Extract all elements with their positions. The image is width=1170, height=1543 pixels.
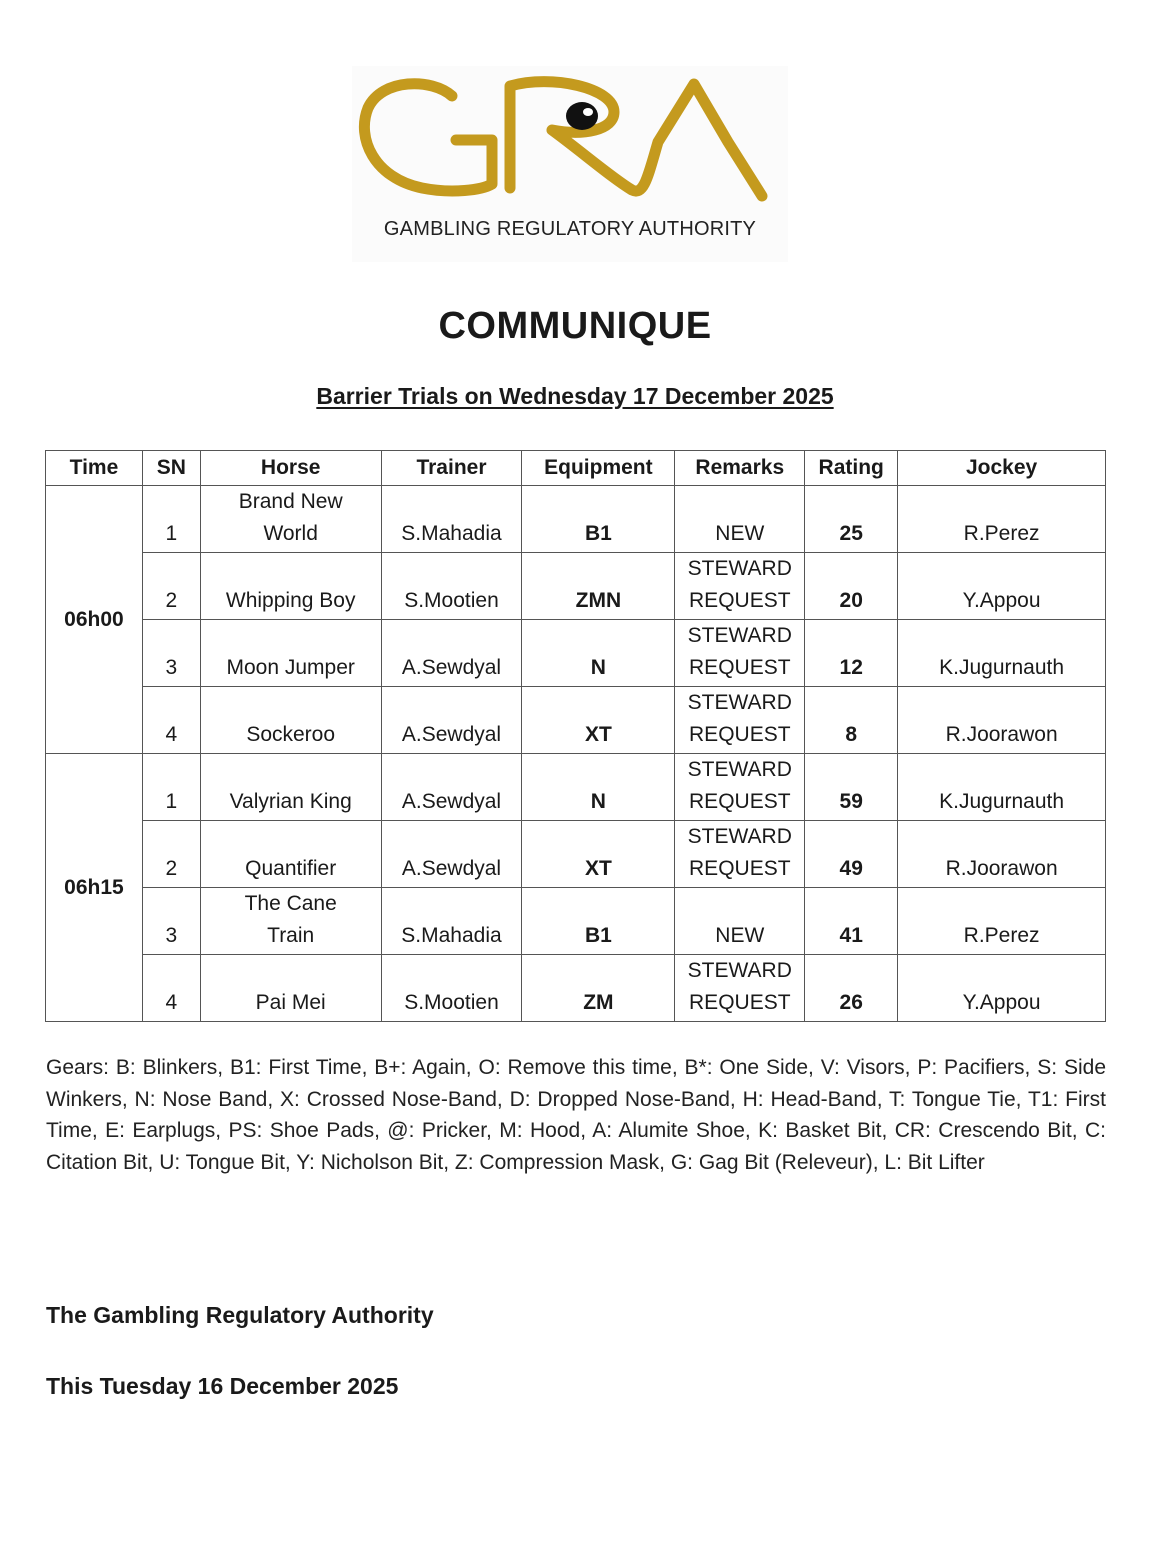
table-row [46, 620, 1106, 687]
cell-jockey: K.Jugurnauth [898, 620, 1106, 687]
cell-rating: 26 [805, 955, 898, 1022]
cell-equipment: B1 [522, 888, 675, 955]
cell-remarks [675, 486, 805, 553]
cell-equipment: ZM [522, 955, 675, 1022]
cell-jockey: R.Joorawon [898, 687, 1106, 754]
cell-jockey: R.Perez [898, 486, 1106, 553]
cell-remarks [675, 620, 805, 687]
cell-sn: 3 [142, 620, 200, 687]
table-body [46, 486, 1106, 1022]
cell-jockey: R.Joorawon [898, 821, 1106, 888]
cell-sn: 2 [142, 553, 200, 620]
cell-trainer: S.Mootien [381, 955, 522, 1022]
header-horse: Horse [200, 451, 381, 486]
cell-remarks [675, 821, 805, 888]
table-row [46, 754, 1106, 821]
cell-horse [200, 754, 381, 821]
cell-trainer: S.Mootien [381, 553, 522, 620]
cell-remarks-line: NEW [715, 924, 765, 947]
cell-rating: 25 [805, 486, 898, 553]
cell-horse-line: Quantifier [245, 857, 337, 880]
gra-logo-mark [352, 66, 788, 216]
signature-date: This Tuesday 16 December 2025 [46, 1373, 399, 1399]
cell-horse [200, 888, 381, 955]
cell-equipment: N [522, 620, 675, 687]
cell-sn: 2 [142, 821, 200, 888]
header-rating: Rating [805, 451, 898, 486]
cell-remarks [675, 888, 805, 955]
cell-time: 06h00 [46, 486, 143, 754]
cell-horse [200, 687, 381, 754]
cell-remarks [675, 754, 805, 821]
table-header-row [46, 451, 1106, 486]
cell-sn: 4 [142, 955, 200, 1022]
cell-jockey: Y.Appou [898, 955, 1106, 1022]
cell-rating: 8 [805, 687, 898, 754]
signature-organization: The Gambling Regulatory Authority [46, 1302, 434, 1328]
cell-remarks-line: REQUEST [689, 991, 791, 1014]
table-row [46, 553, 1106, 620]
cell-rating: 12 [805, 620, 898, 687]
cell-trainer: S.Mahadia [381, 486, 522, 553]
cell-sn: 3 [142, 888, 200, 955]
cell-trainer: A.Sewdyal [381, 821, 522, 888]
page-subtitle: Barrier Trials on Wednesday 17 December 2025 [316, 383, 834, 409]
cell-trainer: A.Sewdyal [381, 620, 522, 687]
cell-equipment: XT [522, 687, 675, 754]
cell-trainer: S.Mahadia [381, 888, 522, 955]
cell-remarks-line: REQUEST [689, 857, 791, 880]
cell-remarks-line: STEWARD [687, 959, 792, 982]
barrier-trials-table [45, 450, 1106, 1022]
cell-horse-line: Valyrian King [229, 790, 352, 813]
cell-equipment: N [522, 754, 675, 821]
table-row [46, 888, 1106, 955]
cell-equipment: XT [522, 821, 675, 888]
cell-trainer: A.Sewdyal [381, 687, 522, 754]
gra-logo [352, 66, 788, 262]
cell-sn: 1 [142, 754, 200, 821]
cell-horse-line: Train [267, 924, 315, 947]
header-trainer: Trainer [381, 451, 522, 486]
cell-jockey: Y.Appou [898, 553, 1106, 620]
cell-time: 06h15 [46, 754, 143, 1022]
cell-trainer: A.Sewdyal [381, 754, 522, 821]
cell-sn: 4 [142, 687, 200, 754]
cell-equipment: B1 [522, 486, 675, 553]
header-jockey: Jockey [898, 451, 1106, 486]
cell-remarks-line: NEW [715, 522, 765, 545]
cell-horse [200, 620, 381, 687]
cell-remarks-line: STEWARD [687, 557, 792, 580]
header-sn: SN [142, 451, 200, 486]
cell-horse [200, 486, 381, 553]
cell-rating: 59 [805, 754, 898, 821]
cell-horse-line: The Cane [244, 892, 337, 915]
table-row [46, 687, 1106, 754]
page-title: COMMUNIQUE [438, 305, 712, 347]
cell-sn: 1 [142, 486, 200, 553]
header-equipment: Equipment [522, 451, 675, 486]
cell-remarks-line: STEWARD [687, 624, 792, 647]
table-row [46, 821, 1106, 888]
cell-remarks-line: REQUEST [689, 656, 791, 679]
cell-jockey: K.Jugurnauth [898, 754, 1106, 821]
cell-horse-line: Moon Jumper [226, 656, 355, 679]
cell-horse-line: World [263, 522, 318, 545]
cell-remarks-line: STEWARD [687, 691, 792, 714]
cell-horse [200, 821, 381, 888]
cell-horse [200, 553, 381, 620]
cell-remarks-line: STEWARD [687, 825, 792, 848]
table-row [46, 955, 1106, 1022]
cell-remarks-line: REQUEST [689, 723, 791, 746]
cell-horse-line: Pai Mei [255, 991, 326, 1014]
cell-remarks-line: REQUEST [689, 790, 791, 813]
cell-horse-line: Brand New [238, 490, 343, 513]
cell-remarks [675, 955, 805, 1022]
header-time: Time [46, 451, 143, 486]
gears-legend: Gears: B: Blinkers, B1: First Time, B+: Again, O: Remove this time, B*: One Side, V: Visors, P: Pacifiers, S: Side Winkers, N: Nose Band, X: Crossed Nose-Band, D: Dropped Nose-Band, H: Head-Band, T: Tongue Tie, T1: First Time, E: Earplugs, PS: Shoe Pads, @: Pricker, M: Hood, A: Alumite Shoe, K: Basket Bit, CR: Crescendo Bit, C: Citation Bit, U: Tongue Bit, Y: Nicholson Bit, Z: Compression Mask, G: Gag Bit (Releveur), L: Bit Lifter [46, 1056, 1106, 1174]
cell-remarks [675, 687, 805, 754]
cell-remarks-line: STEWARD [687, 758, 792, 781]
cell-remarks-line: REQUEST [689, 589, 791, 612]
cell-rating: 20 [805, 553, 898, 620]
cell-remarks [675, 553, 805, 620]
cell-jockey: R.Perez [898, 888, 1106, 955]
cell-horse-line: Whipping Boy [225, 589, 356, 612]
table-row [46, 486, 1106, 553]
cell-horse [200, 955, 381, 1022]
cell-equipment: ZMN [522, 553, 675, 620]
cell-rating: 49 [805, 821, 898, 888]
cell-horse-line: Sockeroo [246, 723, 336, 746]
logo-caption: GAMBLING REGULATORY AUTHORITY [383, 218, 757, 240]
header-remarks: Remarks [675, 451, 805, 486]
cell-rating: 41 [805, 888, 898, 955]
